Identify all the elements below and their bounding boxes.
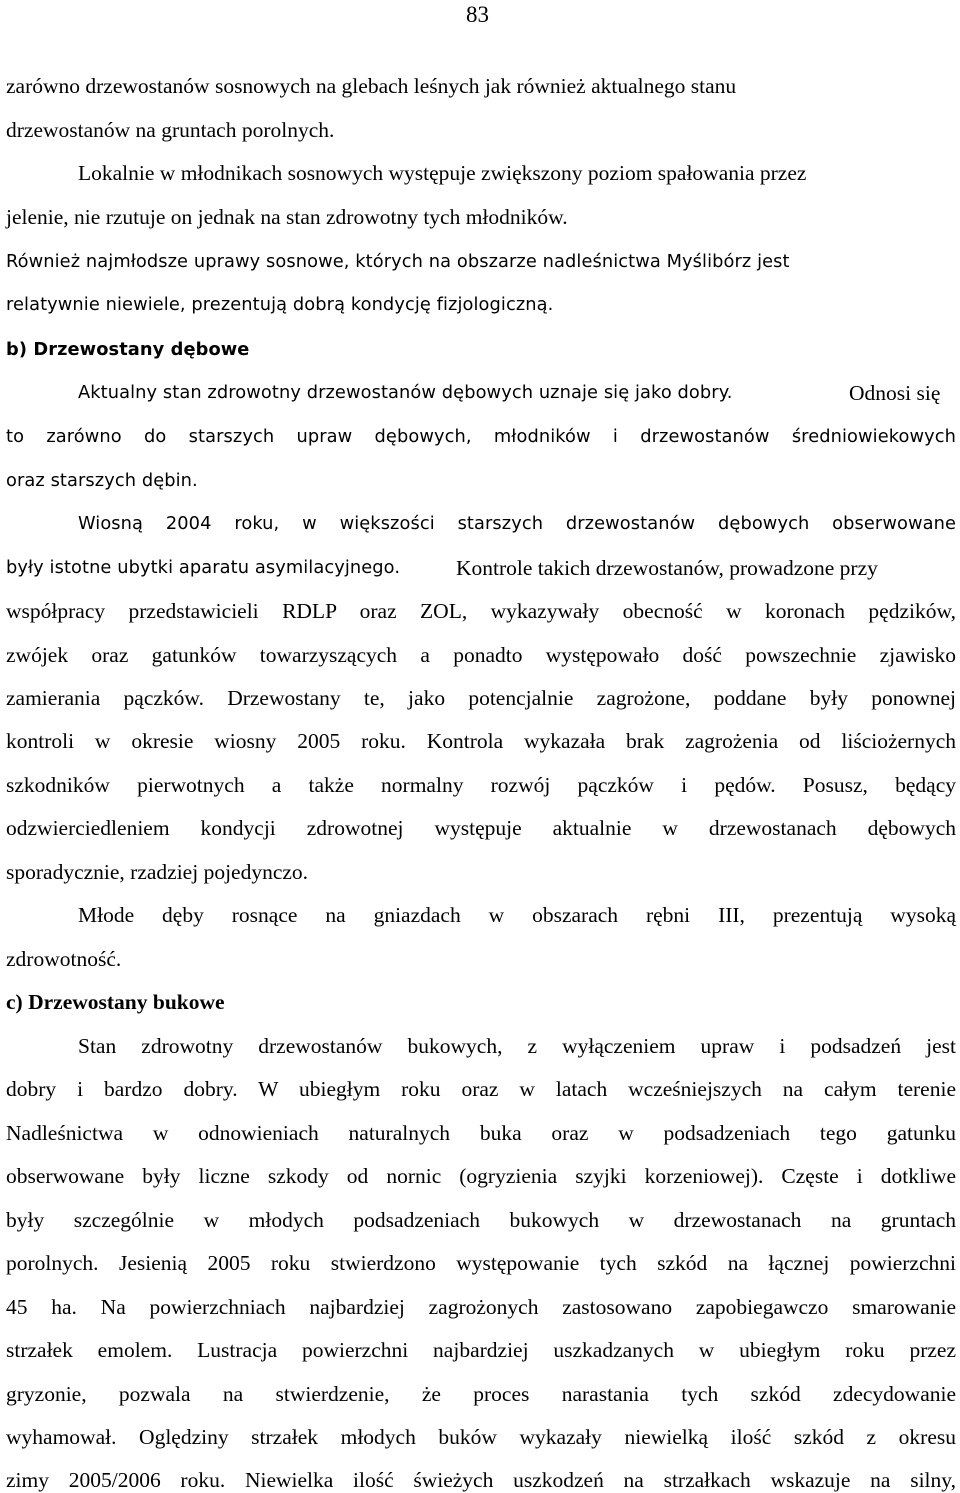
text-line: 45 ha. Na powierzchniach najbardziej zagrożonych zastosowano zapobiegawczo smarowanie bbox=[6, 1295, 956, 1319]
text-line: dobry i bardzo dobry. W ubiegłym roku oraz w latach wcześniejszych na całym terenie bbox=[6, 1077, 956, 1101]
text-line: wyhamował. Oględziny strzałek młodych buków wykazały niewielką ilość szkód z okresu bbox=[6, 1425, 956, 1449]
text-line: zarówno drzewostanów sosnowych na glebach leśnych jak również aktualnego stanu bbox=[6, 74, 737, 98]
text-line: jelenie, nie rzutuje on jednak na stan zdrowotny tych młodników. bbox=[6, 205, 568, 229]
text-line: Lokalnie w młodnikach sosnowych występuje zwiększony poziom spałowania przez bbox=[78, 161, 807, 185]
text-line: zimy 2005/2006 roku. Niewielka ilość świeżych uszkodzeń na strzałkach wskazuje na silny, bbox=[6, 1468, 956, 1492]
text-line: Nadleśnictwa w odnowieniach naturalnych buka oraz w podsadzeniach tego gatunku bbox=[6, 1121, 956, 1145]
text-line: były istotne ubytki aparatu asymilacyjnego. bbox=[6, 557, 401, 578]
page-number: 83 bbox=[466, 2, 489, 27]
text-line: oraz starszych dębin. bbox=[6, 470, 198, 491]
text-line: sporadycznie, rzadziej pojedynczo. bbox=[6, 860, 309, 884]
text-line: zwójek oraz gatunków towarzyszących a ponadto występowało dość powszechnie zjawisko bbox=[6, 643, 956, 667]
text-line: współpracy przedstawicieli RDLP oraz ZOL, wykazywały obecność w koronach pędzików, bbox=[6, 599, 956, 623]
text-line: zdrowotność. bbox=[6, 947, 122, 971]
text-line: obserwowane były liczne szkody od nornic (ogryzienia szyjki korzeniowej). Częste i dotkliwe bbox=[6, 1164, 956, 1188]
text-line: porolnych. Jesienią 2005 roku stwierdzono występowanie tych szkód na łącznej powierzchni bbox=[6, 1251, 956, 1275]
text-line: Stan zdrowotny drzewostanów bukowych, z wyłączeniem upraw i podsadzeń jest bbox=[78, 1034, 956, 1058]
text-line: były szczególnie w młodych podsadzeniach bukowych w drzewostanach na gruntach bbox=[6, 1208, 956, 1232]
text-line: szkodników pierwotnych a także normalny rozwój pączków i pędów. Posusz, będący bbox=[6, 773, 956, 797]
text-line: zamierania pączków. Drzewostany te, jako potencjalnie zagrożone, poddane były ponownej bbox=[6, 686, 956, 710]
text-line: to zarówno do starszych upraw dębowych, młodników i drzewostanów średniowiekowych bbox=[6, 426, 956, 447]
text-line: strzałek emolem. Lustracja powierzchni najbardziej uszkadzanych w ubiegłym roku przez bbox=[6, 1338, 956, 1362]
text-line: Również najmłodsze uprawy sosnowe, których na obszarze nadleśnictwa Myślibórz jest bbox=[6, 251, 790, 272]
text-line: relatywnie niewiele, prezentują dobrą kondycję fizjologiczną. bbox=[6, 294, 554, 315]
section-heading: c) Drzewostany bukowe bbox=[6, 990, 225, 1014]
text-line: Aktualny stan zdrowotny drzewostanów dębowych uznaje się jako dobry. bbox=[78, 382, 733, 403]
text-line: Kontrole takich drzewostanów, prowadzone przy bbox=[456, 556, 878, 580]
text-line: drzewostanów na gruntach porolnych. bbox=[6, 118, 335, 142]
section-heading: b) Drzewostany dębowe bbox=[6, 339, 250, 360]
text-line: Odnosi się bbox=[849, 381, 941, 405]
text-line: Młode dęby rosnące na gniazdach w obszarach rębni III, prezentują wysoką bbox=[78, 903, 956, 927]
text-line: kontroli w okresie wiosny 2005 roku. Kontrola wykazała brak zagrożenia od liściożernych bbox=[6, 729, 956, 753]
text-line: Wiosną 2004 roku, w większości starszych drzewostanów dębowych obserwowane bbox=[78, 513, 956, 534]
text-line: odzwierciedleniem kondycji zdrowotnej występuje aktualnie w drzewostanach dębowych bbox=[6, 816, 956, 840]
text-line: gryzonie, pozwala na stwierdzenie, że proces narastania tych szkód zdecydowanie bbox=[6, 1382, 956, 1406]
